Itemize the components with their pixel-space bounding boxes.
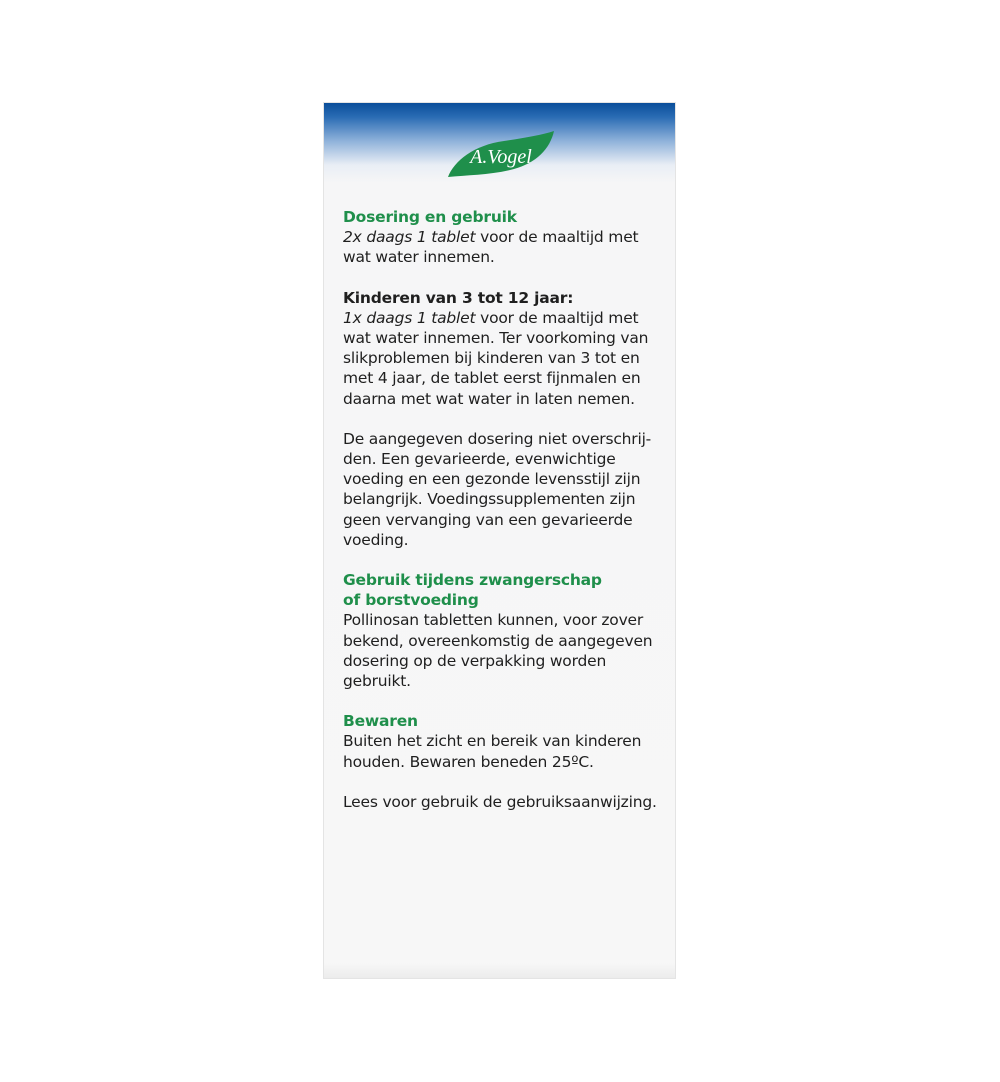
adult-dose: 2x daags 1 tablet — [343, 228, 476, 247]
pregnancy-heading-line2: of borstvoeding — [343, 591, 479, 610]
children-heading: Kinderen van 3 tot 12 jaar: — [343, 288, 574, 307]
storage-heading: Bewaren — [343, 712, 418, 731]
dosage-section — [343, 207, 669, 268]
footer-note: Lees voor gebruik de gebruiksaanwijzing. — [343, 792, 657, 811]
adult-dose-instructions: voor de maaltijd met wat water innemen. — [343, 228, 639, 267]
storage-text: Buiten het zicht en bereik van kinderen houden. Bewaren beneden 25ºC. — [343, 732, 642, 771]
package-side-panel — [324, 103, 675, 978]
storage-section — [343, 711, 669, 772]
pregnancy-section — [343, 570, 669, 691]
avogel-logo — [444, 131, 558, 181]
dosage-heading: Dosering en gebruik — [343, 208, 517, 226]
product-info-text — [343, 207, 669, 832]
pregnancy-text: Pollinosan tabletten kunnen, voor zover bekend, overeenkomstig de aangegeven dosering op de verpakking worden gebruikt. — [343, 611, 653, 691]
pregnancy-heading-line1: Gebruik tijdens zwangerschap — [343, 571, 602, 590]
children-dose-instructions: voor de maaltijd met wat water innemen. Ter voorkoming van slikproblemen bij kinderen van 3 tot en met 4 jaar, de tablet eerst fijnmalen en daarna met wat water in laten nemen. — [343, 308, 649, 408]
avogel-leaf-logo-icon — [444, 131, 558, 181]
children-section — [343, 288, 669, 409]
children-dose: 1x daags 1 tablet — [343, 308, 476, 327]
warning-paragraph: De aangegeven dosering niet overschrij-den. Een gevarieerde, evenwichtige voeding en een gezonde levensstijl zijn belangrijk. Voedingssupplementen zijn geen vervanging van een gevarieerde voeding. — [343, 429, 652, 549]
logo-text: A.Vogel — [470, 146, 532, 168]
